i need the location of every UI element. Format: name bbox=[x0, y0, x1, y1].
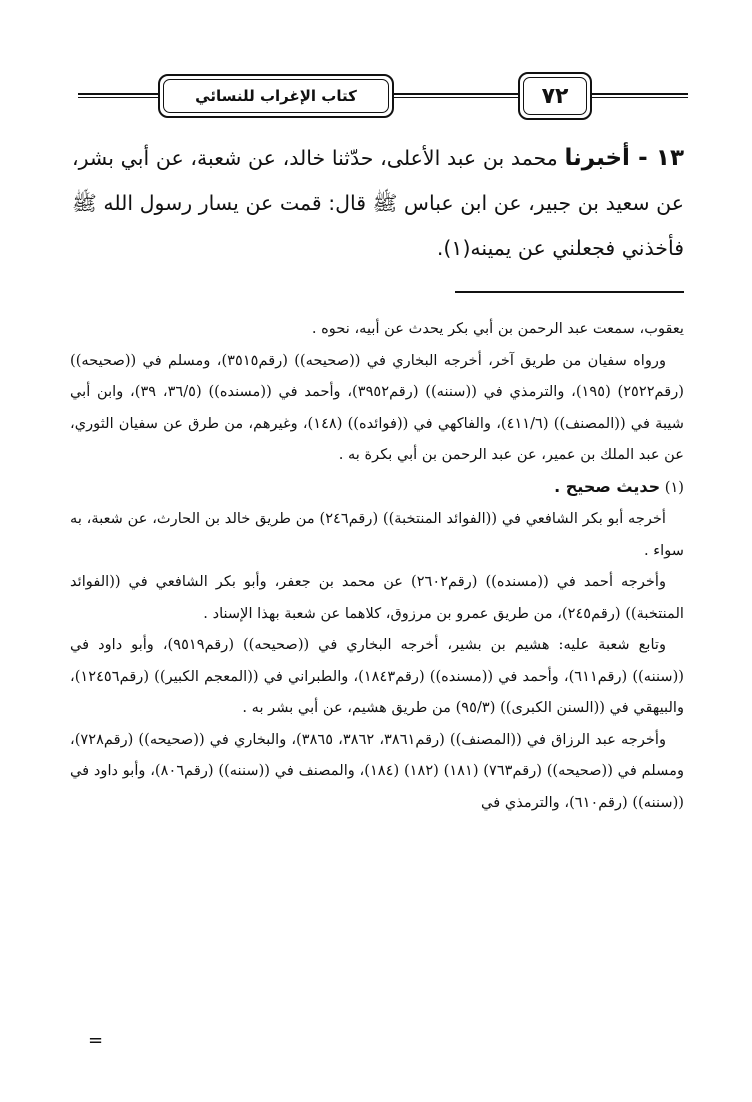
book-title: كتاب الإغراب للنسائي bbox=[195, 87, 357, 105]
continuation-mark: = bbox=[88, 1030, 104, 1051]
hadith-paragraph bbox=[72, 136, 684, 271]
footnote-paragraph: يعقوب، سمعت عبد الرحمن بن أبي بكر يحدث عن أبيه، نحوه . bbox=[311, 320, 684, 337]
footnote-separator bbox=[455, 291, 684, 293]
footnote-heading bbox=[70, 471, 684, 504]
footnotes bbox=[70, 313, 684, 818]
page-header bbox=[78, 62, 688, 124]
footnote-grade: حديث صحيح . bbox=[554, 476, 661, 496]
hadith-text bbox=[72, 136, 684, 271]
page-number-frame bbox=[518, 72, 592, 120]
footnote-paragraph: وأخرجه عبد الرزاق في ((المصنف)) (رقم٣٨٦١، ٣٨٦٢، ٣٨٦٥)، والبخاري في ((صحيحه)) (رقم٧٢٨)، ومسلم في ((صحيحه)) (رقم٧٦٣) (١٨١) (١٨٢) (١٨٤)، والمصنف في ((سننه)) (رقم٨٠٦)، وأبو داود في ((سننه)) (رقم٦١٠)، والترمذي في bbox=[70, 730, 685, 811]
footnote-paragraph: وتابع شعبة عليه: هشيم بن بشير، أخرجه البخاري في ((صحيحه)) (رقم٩٥١٩)، وأبو داود في ((سننه)) (رقم٦١١)، وأحمد في ((مسنده)) (رقم١٨٤٣)، والطبراني في ((المعجم الكبير)) (رقم١٢٤٥٦)، والبيهقي في ((السنن الكبرى)) (٩٥/٣) من طريق هشيم، عن أبي بشر به . bbox=[70, 636, 684, 716]
footnote-paragraph: وأخرجه أحمد في ((مسنده)) (رقم٢٦٠٢) عن محمد بن جعفر، وأبو بكر الشافعي في ((الفوائد المنتخبة)) (رقم٢٤٥)، من طريق عمرو بن مرزوق، كلاهما عن شعبة بهذا الإسناد . bbox=[70, 573, 684, 622]
footnote-paragraph: أخرجه أبو بكر الشافعي في ((الفوائد المنتخبة)) (رقم٢٤٦) من طريق خالد بن الحارث، عن شعبة، به سواء . bbox=[70, 510, 684, 559]
hadith-body: محمد بن عبد الأعلى، حدّثنا خالد، عن شعبة، عن أبي بشر، عن سعيد بن جبير، عن ابن عباس ﷺ قال: قمت عن يسار رسول الله ﷺ فأخذني فجعلني عن يمينه(١). bbox=[72, 146, 684, 260]
hadith-number-lead: ١٣ - أخبرنا bbox=[564, 145, 684, 171]
page-number: ٧٢ bbox=[541, 83, 569, 109]
footnote-marker: (١) bbox=[664, 478, 684, 496]
footnote-paragraph: ورواه سفيان من طريق آخر، أخرجه البخاري في ((صحيحه)) (رقم٣٥١٥)، ومسلم في ((صحيحه)) (رقم٢٥٢٢) (١٩٥)، والترمذي في ((سننه)) (رقم٣٩٥٢)، وأحمد في ((مسنده)) (٣٦/٥، ٣٩)، وابن أبي شيبة في ((المصنف)) (٤١١/٦)، والفاكهي في ((فوائده)) (١٤٨)، وغيرهم، من طرق عن سفيان الثوري، عن عبد الملك بن عمير، عن عبد الرحمن بن أبي بكرة به . bbox=[70, 351, 684, 463]
book-title-frame bbox=[158, 74, 394, 118]
